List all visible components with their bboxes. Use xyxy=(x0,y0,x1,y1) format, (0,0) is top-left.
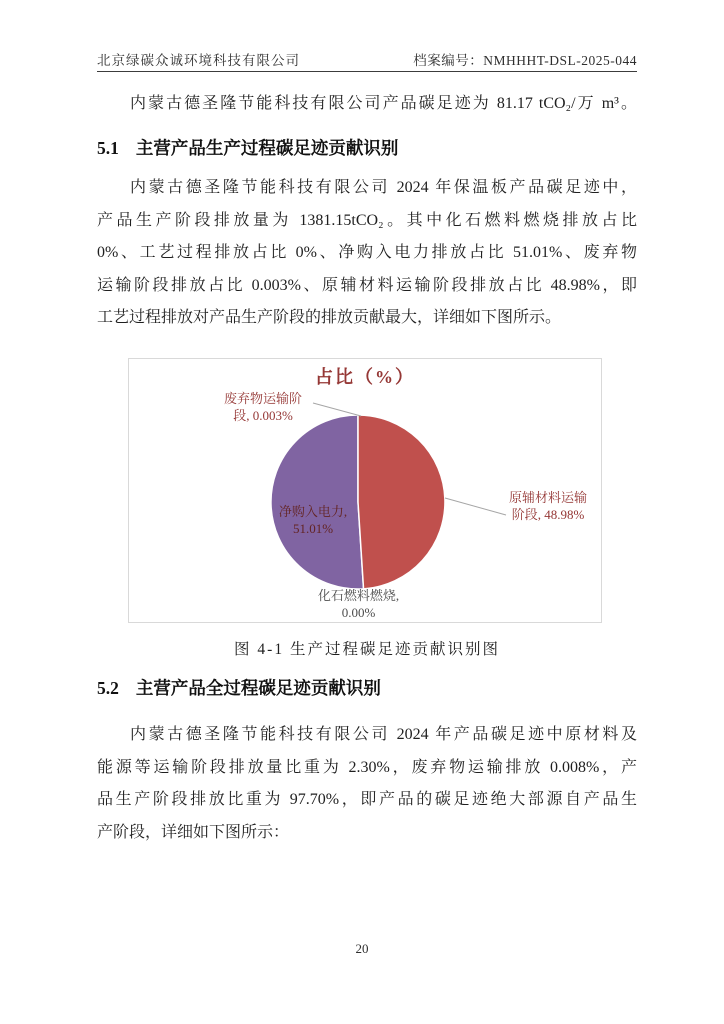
paragraph-line: 0%、工艺过程排放占比 0%、净购入电力排放占比 51.01%、废弃物 xyxy=(97,244,637,261)
header-company: 北京绿碳众诚环境科技有限公司 xyxy=(97,53,300,68)
section-number: 5.2 xyxy=(97,678,119,698)
paragraph-line: 产阶段，详细如下图所示： xyxy=(97,823,290,841)
paragraph-line: 内蒙古德圣隆节能科技有限公司 2024 年保温板产品碳足迹中， xyxy=(130,179,637,196)
archive-value: NMHHHT-DSL-2025-044 xyxy=(483,53,637,68)
paragraph-line: 能源等运输阶段排放量比重为 2.30%，废弃物运输排放 0.008%，产 xyxy=(97,758,637,776)
intro-paragraph xyxy=(97,88,637,121)
figure-caption: 图 4-1 生产过程碳足迹贡献识别图 xyxy=(234,641,500,658)
section-title: 主营产品生产过程碳足迹贡献识别 xyxy=(135,138,399,158)
paragraph-line: 内蒙古德圣隆节能科技有限公司 2024 年产品碳足迹中原材料及 xyxy=(130,726,637,743)
pie-label-raw-material: 原辅材料运输 阶段, 48.98% xyxy=(508,490,587,522)
paragraph-line: 内蒙古德圣隆节能科技有限公司产品碳足迹为 81.17 tCO₂/万 m³。 xyxy=(130,95,637,112)
paragraph-line: 产品生产阶段排放量为 1381.15tCO₂。其中化石燃料燃烧排放占比 xyxy=(97,211,637,229)
paragraph-line: 品生产阶段排放比重为 97.70%，即产品的碳足迹绝大部源自产品生 xyxy=(97,791,637,808)
page-number: 20 xyxy=(355,941,369,956)
section-5-2-heading xyxy=(97,675,637,700)
section-5-1-heading xyxy=(97,135,637,160)
pie-label-fossil-fuel: 化石燃料燃烧, 0.00% xyxy=(317,588,400,620)
section-5-2-paragraph xyxy=(97,719,637,849)
leader-line-waste xyxy=(313,403,361,416)
pie-chart-figure xyxy=(128,358,602,623)
pie-label-waste-transport: 废弃物运输阶 段, 0.003% xyxy=(223,391,302,423)
pie-slice-0 xyxy=(358,415,445,589)
archive-label: 档案编号： xyxy=(413,53,484,68)
paragraph-line: 运输阶段排放占比 0.003%、原辅材料运输阶段排放占比 48.98%，即 xyxy=(97,276,637,294)
chart-title: 占比（%） xyxy=(315,367,415,387)
header-rule xyxy=(97,71,637,72)
pie-label-electricity: 净购入电力, 51.01% xyxy=(278,504,348,536)
section-5-1-paragraph xyxy=(97,172,637,335)
pie-slice-2 xyxy=(271,415,364,589)
header-archive-number xyxy=(97,49,637,69)
section-title: 主营产品全过程碳足迹贡献识别 xyxy=(135,678,381,698)
section-number: 5.1 xyxy=(97,138,119,158)
paragraph-line: 工艺过程排放对产品生产阶段的排放贡献最大，详细如下图所示。 xyxy=(97,309,562,326)
